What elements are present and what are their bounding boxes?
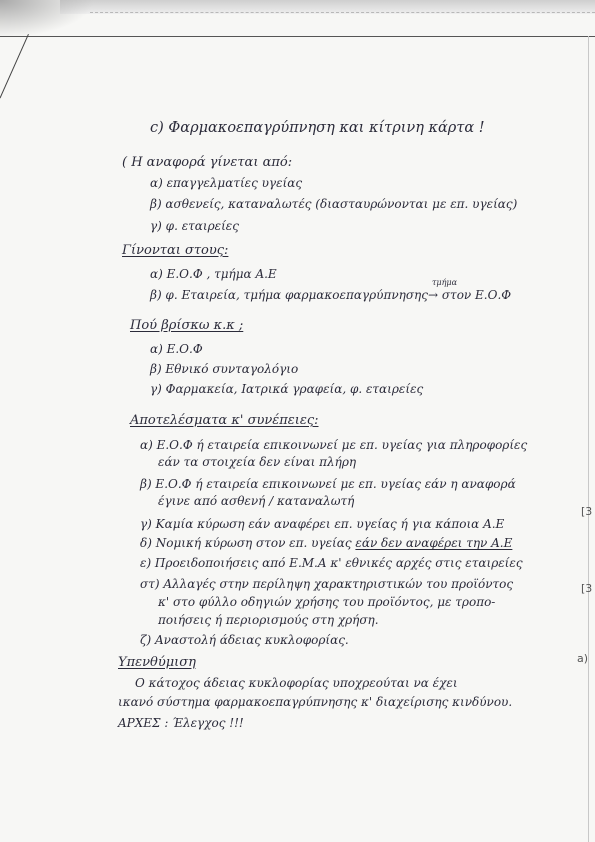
list-item: στ) Αλλαγές στην περίληψη χαρακτηριστικών του προϊόντος [140, 577, 514, 591]
paragraph-line: ικανό σύστημα φαρμακοεπαγρύπνησης κ' διαχείρισης κινδύνου. [118, 695, 513, 709]
list-item: β) ασθενείς, καταναλωτές (διασταυρώνονται με επ. υγείας) [150, 197, 518, 211]
list-item: α) Ε.Ο.Φ ή εταιρεία επικοινωνεί με επ. υγείας για πληροφορίες [140, 438, 528, 452]
superscript-note: τμήμα [432, 278, 458, 287]
list-item-continuation: έγινε από ασθενή / καταναλωτή [158, 494, 355, 508]
scan-top-perforation [90, 12, 595, 13]
paragraph-line: ΑΡΧΕΣ : Έλεγχος !!! [118, 716, 244, 730]
margin-bracket-mark: [3 [581, 505, 593, 518]
list-item [140, 536, 512, 550]
right-margin-rule [588, 36, 589, 842]
list-item: α) Ε.Ο.Φ [150, 342, 203, 356]
section-results-heading: Αποτελέσματα κ' συνέπειες: [130, 413, 319, 428]
document-title: c) Φαρμακοεπαγρύπνηση και κίτρινη κάρτα ! [150, 120, 485, 136]
list-item-text: δ) Νομική κύρωση στον επ. υγείας [140, 536, 352, 550]
list-item: β) φ. Εταιρεία, τμήμα φαρμακοεπαγρύπνησης [150, 288, 428, 302]
page-fold-line [0, 34, 29, 98]
list-item: β) Ε.Ο.Φ ή εταιρεία επικοινωνεί με επ. υγείας εάν η αναφορά [140, 477, 516, 491]
list-item: ζ) Αναστολή άδειας κυκλοφορίας. [140, 633, 349, 647]
list-item: γ) φ. εταιρείες [150, 219, 239, 233]
list-item-continuation: ποιήσεις ή περιορισμούς στη χρήση. [158, 613, 379, 627]
section-reporting-by-heading: ( Η αναφορά γίνεται από: [122, 155, 293, 170]
list-item-continuation: εάν τα στοιχεία δεν είναι πλήρη [158, 455, 357, 469]
list-item: γ) Καμία κύρωση εάν αναφέρει επ. υγείας ή για κάποια Α.Ε [140, 517, 505, 531]
list-item: α) επαγγελματίες υγείας [150, 176, 303, 190]
list-item: γ) Φαρμακεία, Ιατρικά γραφεία, φ. εταιρείες [150, 382, 424, 396]
page-top-border [0, 36, 595, 37]
scan-corner-shadow [0, 0, 95, 38]
list-item: α) Ε.Ο.Φ , τμήμα Α.Ε [150, 267, 277, 281]
section-made-to-heading: Γίνονται στους: [122, 243, 229, 258]
margin-letter-mark: a) [577, 652, 589, 665]
section-where-found-heading: Πού βρίσκω κ.κ ; [130, 318, 244, 333]
list-item-continuation: κ' στο φύλλο οδηγιών χρήσης του προϊόντος, με τροπο- [158, 595, 496, 609]
arrow-annotation: → στον Ε.Ο.Φ [428, 288, 512, 302]
margin-bracket-mark: [3 [581, 582, 593, 595]
list-item: β) Εθνικό συνταγολόγιο [150, 362, 299, 376]
underlined-phrase: εάν δεν αναφέρει την Α.Ε [355, 536, 513, 550]
list-item: ε) Προειδοποιήσεις από Ε.Μ.Α κ' εθνικές αρχές στις εταιρείες [140, 556, 523, 570]
paragraph-line: Ο κάτοχος άδειας κυκλοφορίας υποχρεούται να έχει [135, 676, 458, 690]
section-reminder-heading: Υπενθύμιση [118, 655, 196, 670]
